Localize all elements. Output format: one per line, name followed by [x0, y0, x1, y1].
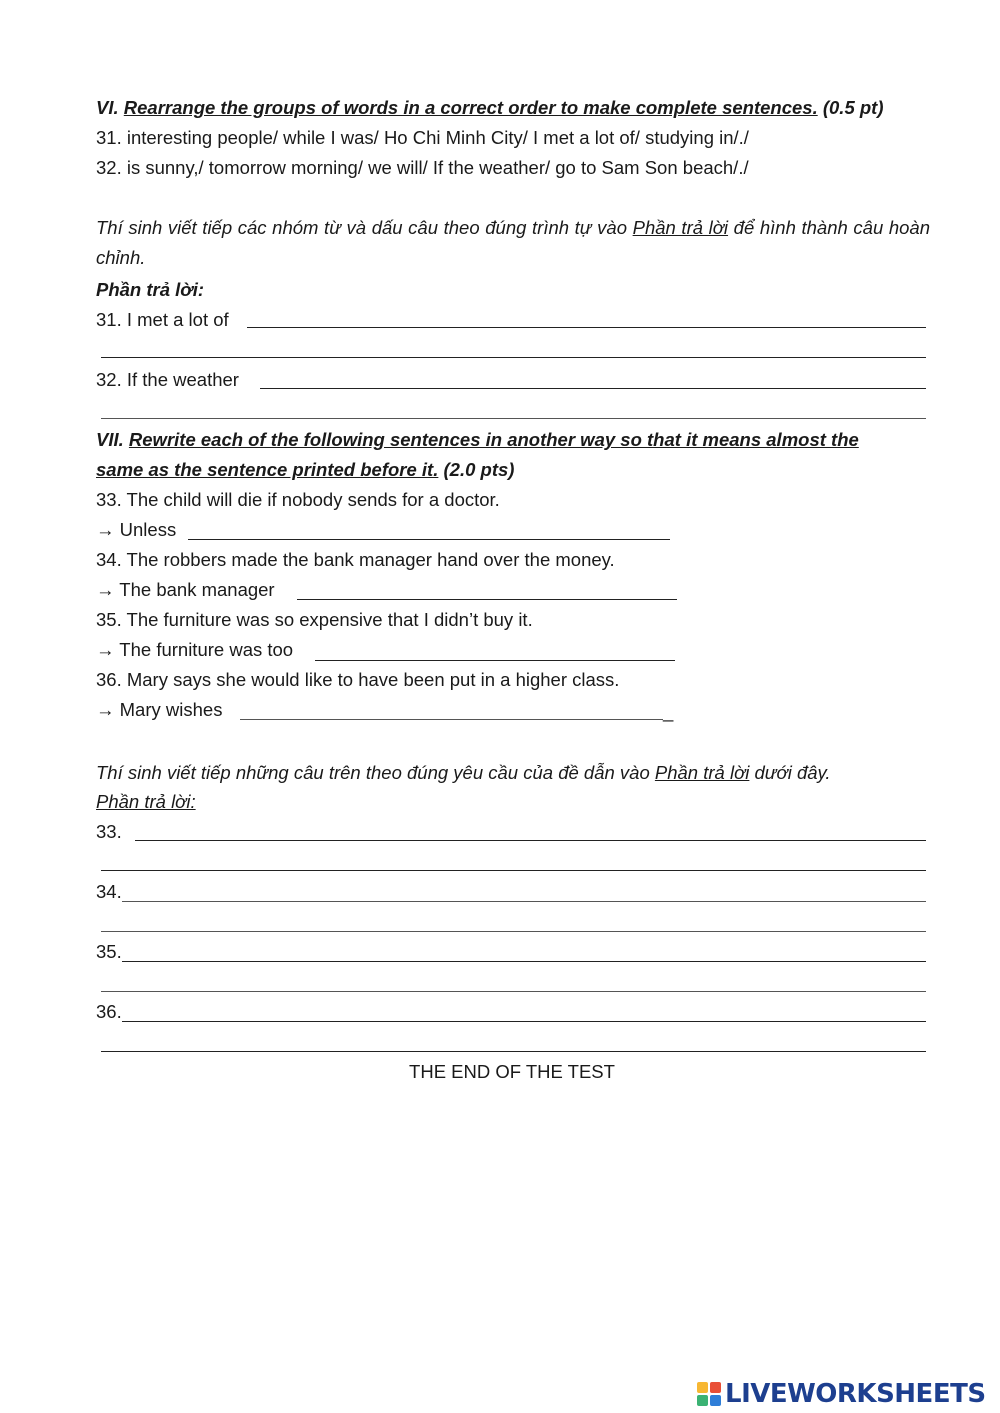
- section-7-points: (2.0 pts): [443, 459, 515, 480]
- logo-square-icon: [697, 1395, 708, 1406]
- instruction-link: Phần trả lời: [632, 217, 729, 238]
- answer-34-inline-line[interactable]: [297, 599, 677, 600]
- answer-32-line[interactable]: [260, 388, 926, 389]
- instruction-link: Phần trả lời: [654, 762, 750, 783]
- answer-32-prefix: 32. If the weather: [96, 369, 239, 390]
- section-7-answer-label: Phần trả lời:: [96, 791, 196, 812]
- prompt-text: → Mary wishes: [96, 699, 223, 720]
- instruction-text: Thí sinh viết tiếp những câu trên theo đúng yêu cầu của đề dẫn vào: [96, 762, 650, 783]
- answer-33-number: 33.: [96, 821, 122, 842]
- question-32: 32. is sunny,/ tomorrow morning/ we will/ If the weather/ go to Sam Son beach/./: [96, 157, 749, 178]
- question-31: 31. interesting people/ while I was/ Ho Chi Minh City/ I met a lot of/ studying in/./: [96, 127, 749, 148]
- answer-36-inline-line[interactable]: [240, 719, 663, 720]
- section-7-title-2: same as the sentence printed before it.: [96, 459, 439, 480]
- instruction-text-end: để hình thành câu hoàn chỉnh.: [96, 217, 931, 268]
- logo-square-icon: [710, 1395, 721, 1406]
- answer-36-line-2[interactable]: [101, 1051, 926, 1052]
- answer-36-line[interactable]: [122, 1021, 926, 1022]
- question-35-prompt: [96, 639, 293, 661]
- question-34: 34. The robbers made the bank manager hand over the money.: [96, 549, 615, 570]
- answer-34-line-2[interactable]: [101, 931, 926, 932]
- section-7-instruction: [96, 758, 930, 788]
- prompt-text: → The bank manager: [96, 579, 275, 600]
- answer-33-line[interactable]: [135, 840, 926, 841]
- liveworksheets-logo: [697, 1378, 986, 1410]
- instruction-text-end: dưới đây.: [754, 762, 831, 783]
- prompt-text: → The furniture was too: [96, 639, 294, 660]
- section-6-points: (0.5 pt): [822, 97, 884, 118]
- instruction-text: Thí sinh viết tiếp các nhóm từ và dấu câu theo đúng trình tự vào: [96, 217, 627, 238]
- answer-35-inline-line[interactable]: [315, 660, 675, 661]
- answer-36-tail: _: [663, 701, 674, 722]
- section-7-title-1: Rewrite each of the following sentences in another way so that it means almost the: [128, 429, 859, 450]
- logo-square-icon: [710, 1382, 721, 1393]
- question-36: 36. Mary says she would like to have been put in a higher class.: [96, 669, 620, 690]
- answer-35-line-2[interactable]: [101, 991, 926, 992]
- section-6-instruction: [96, 213, 930, 273]
- answer-35-line[interactable]: [122, 961, 926, 962]
- question-33: 33. The child will die if nobody sends for a doctor.: [96, 489, 500, 510]
- question-33-prompt: [96, 519, 176, 541]
- answer-31-prefix: 31. I met a lot of: [96, 309, 229, 330]
- answer-34-line[interactable]: [122, 901, 926, 902]
- end-of-test: THE END OF THE TEST: [409, 1061, 615, 1082]
- section-7-heading-line-1: [96, 429, 859, 451]
- answer-36-number: 36.: [96, 1001, 122, 1022]
- answer-31-line-2[interactable]: [101, 357, 926, 358]
- prompt-text: → Unless: [96, 519, 177, 540]
- answer-33-inline-line[interactable]: [188, 539, 670, 540]
- logo-grid-icon: [697, 1382, 721, 1406]
- answer-34-number: 34.: [96, 881, 122, 902]
- section-7-heading-line-2: [96, 459, 514, 481]
- section-6-number: VI.: [96, 97, 119, 118]
- answer-32-line-2[interactable]: [101, 418, 926, 419]
- answer-33-line-2[interactable]: [101, 870, 926, 871]
- section-7-number: VII.: [96, 429, 124, 450]
- answer-35-number: 35.: [96, 941, 122, 962]
- section-6-answer-label: Phần trả lời:: [96, 279, 205, 300]
- logo-wordmark: LIVEWORKSHEETS: [725, 1379, 986, 1409]
- question-34-prompt: [96, 579, 275, 601]
- logo-square-icon: [697, 1382, 708, 1393]
- question-36-prompt: [96, 699, 222, 721]
- section-6-heading: [96, 97, 884, 119]
- question-35: 35. The furniture was so expensive that I didn’t buy it.: [96, 609, 533, 630]
- section-6-title: Rearrange the groups of words in a correct order to make complete sentences.: [123, 97, 818, 118]
- answer-31-line[interactable]: [247, 327, 926, 328]
